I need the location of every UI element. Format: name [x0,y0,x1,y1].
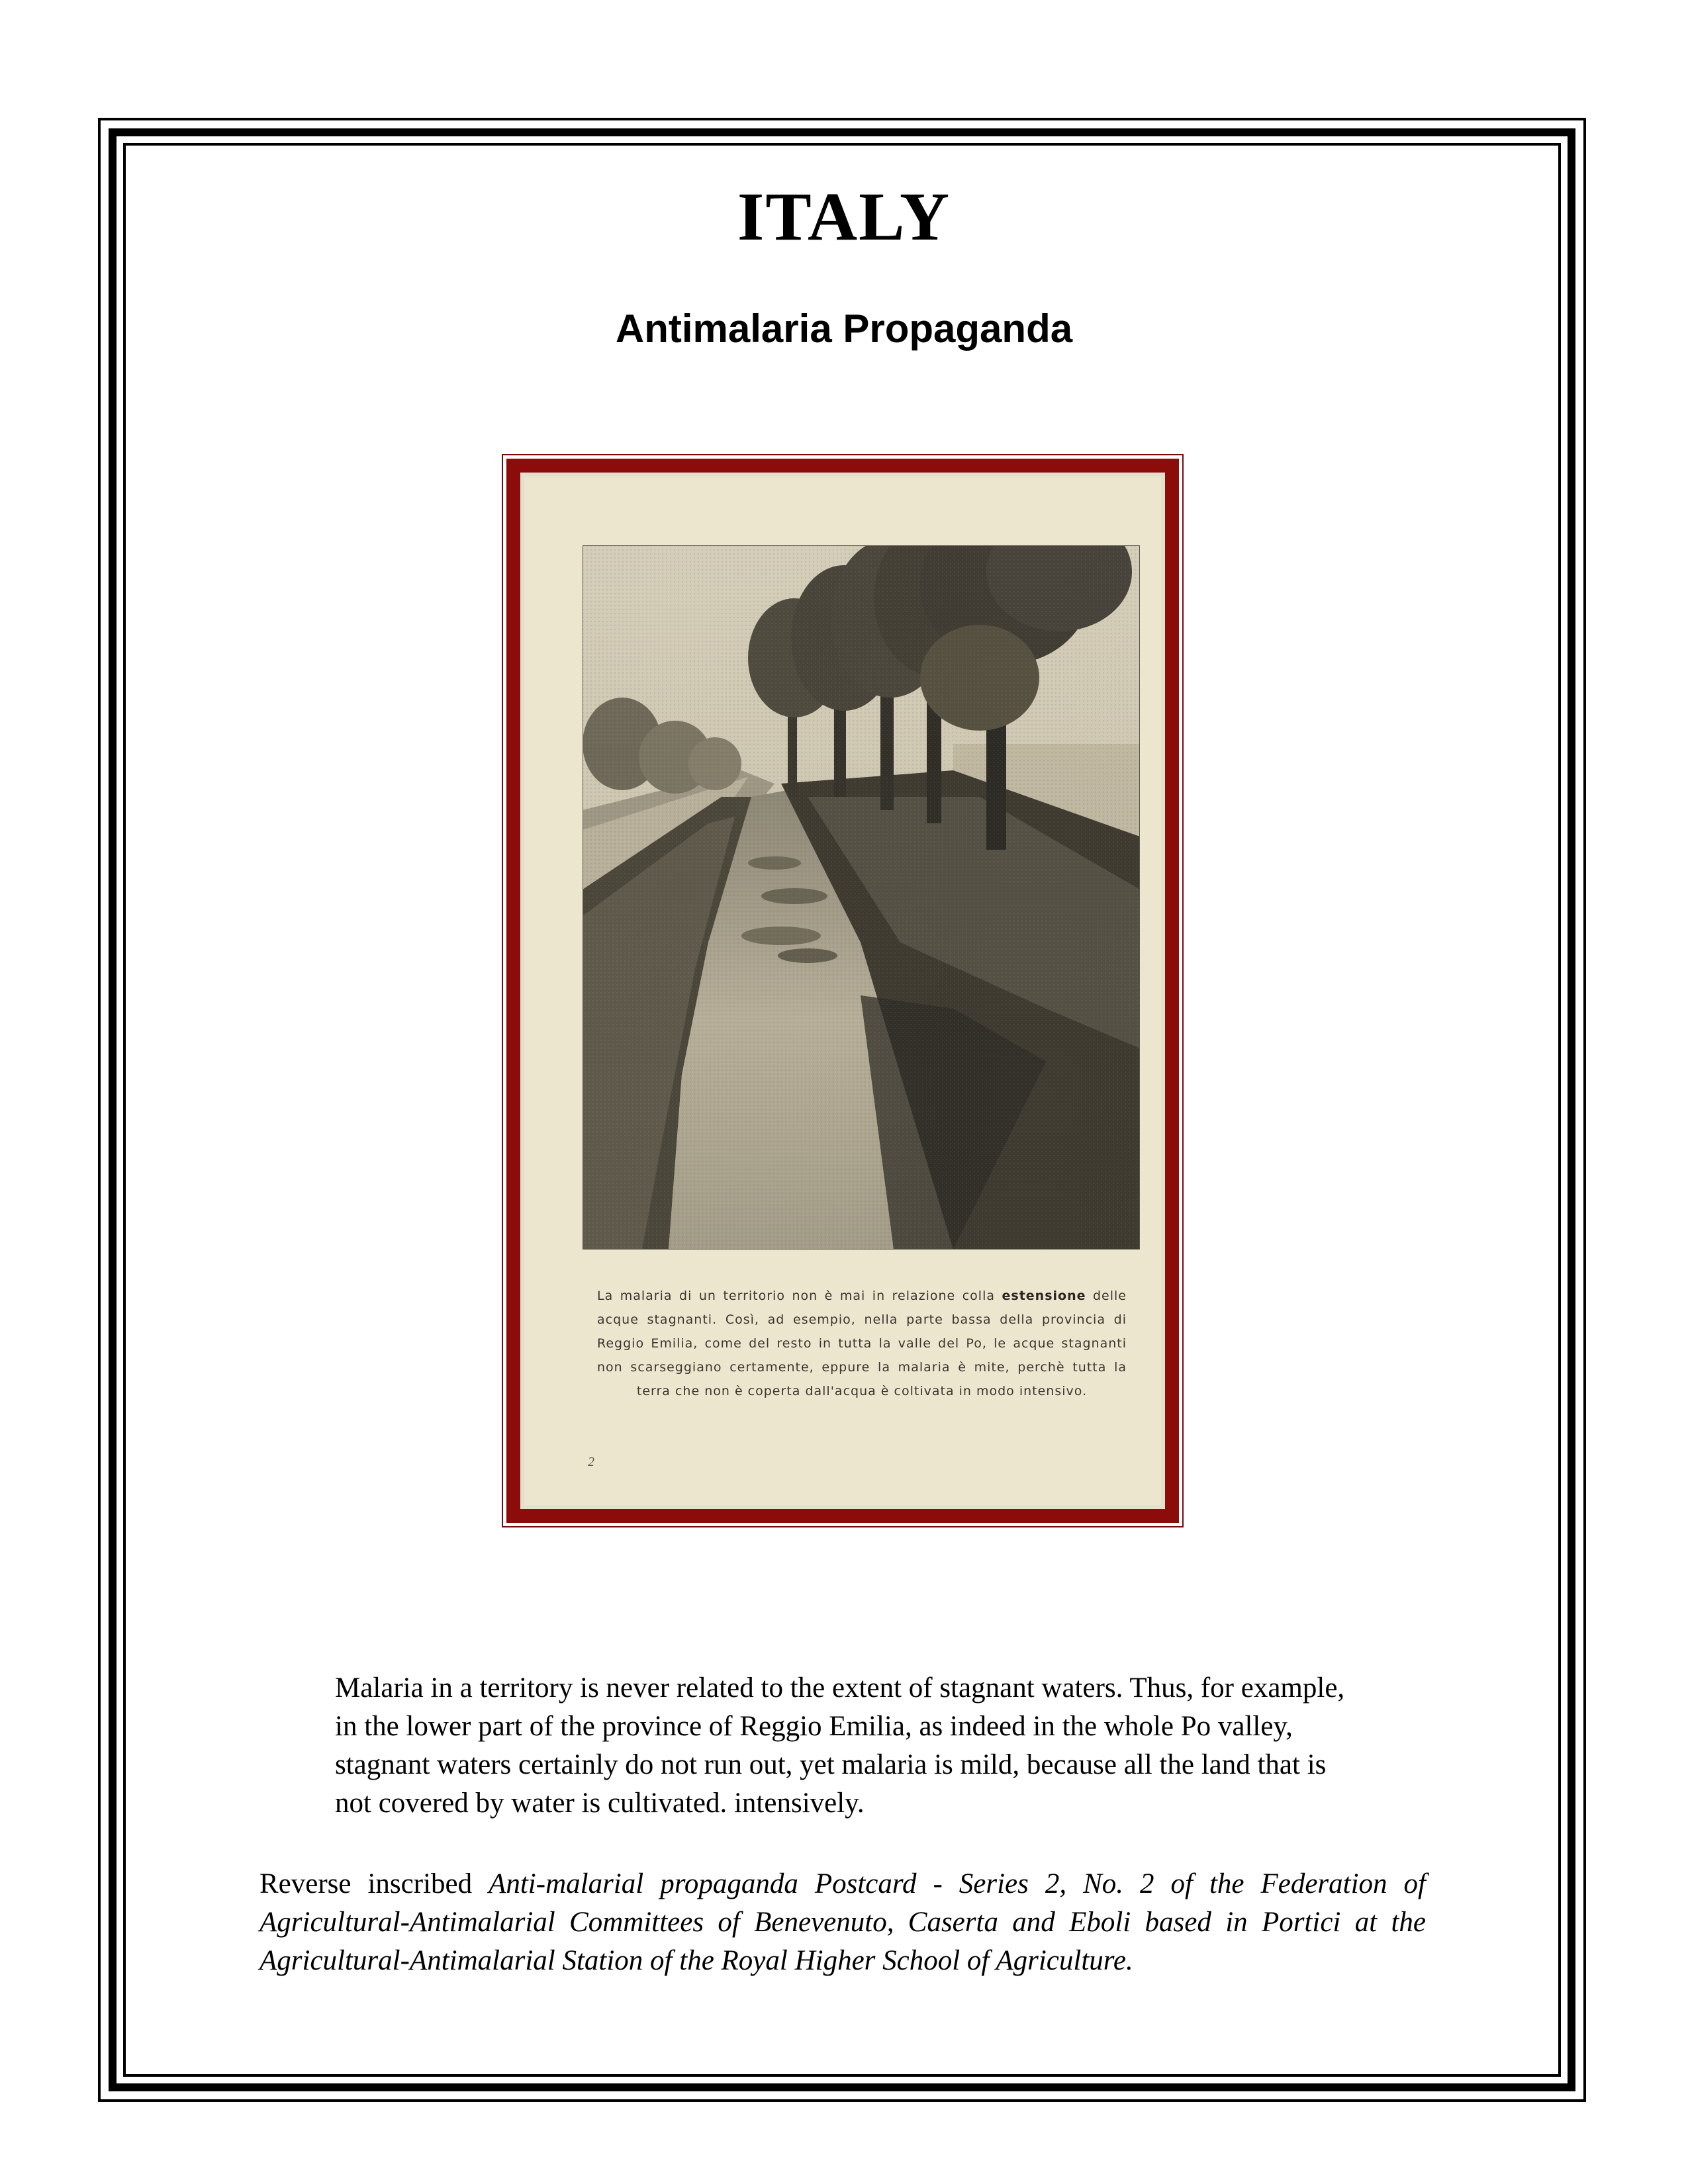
postcard-caption-end: delle acque stagnanti. Così, ad esempio, nella parte bassa della provincia di Reggio Emilia, come del resto in tutta la valle del Po, le acque stagnanti non scarseggiano certamente, eppure la malaria è mite, perchè tutta la terra che non è coperta dall'acqua è coltivata in modo intensivo. [597,1289,1127,1398]
reverse-italic-text: Anti-malarial propaganda Postcard - Series 2, No. 2 of the Federation of Agricultural-Antimalarial Committees of Benevenuto, Caserta and Eboli based in Portici at the Agricultural-Antimalarial Station of the Royal Higher School of Agriculture. [259,1868,1426,1976]
postcard-caption-bold: estensione [1002,1289,1086,1303]
postcard-caption [597,1284,1127,1403]
postcard [524,477,1161,1505]
postcard-mount [502,454,1184,1527]
reverse-inscription [259,1865,1426,1980]
english-translation: Malaria in a territory is never related to the extent of stagnant waters. Thus, for example, in the lower part of the province of Reggio Emilia, as indeed in the whole Po valley, stagnant waters certainly do not run out, yet malaria is mild, because all the land that is not covered by water is cultivated. intensively. [335,1672,1345,1819]
page-title: ITALY [737,179,951,255]
canal-photo [583,545,1140,1250]
postcard-caption-start: La malaria di un territorio non è mai in relazione colla [597,1289,1002,1303]
reverse-prefix: Reverse inscribed [259,1868,489,1899]
page-subtitle: Antimalaria Propaganda [615,306,1073,351]
postcard-number: 2 [588,1455,594,1469]
